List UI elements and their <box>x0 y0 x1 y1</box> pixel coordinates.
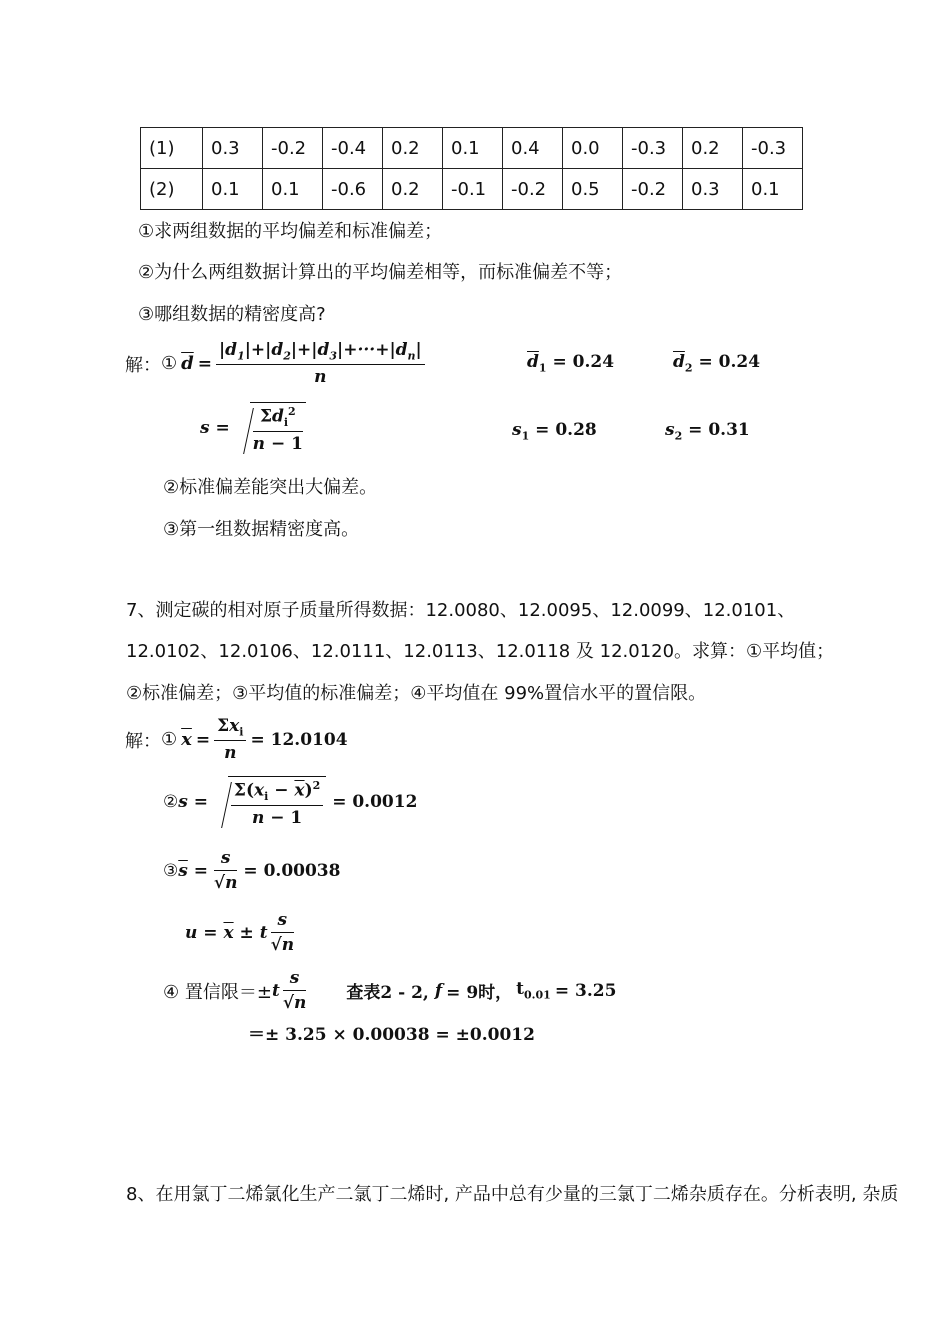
q7-mean-formula: 解： ① $\overline{x}$ = $\frac{\Sigma x_i}{n}$ = 12.0104 <box>125 716 348 764</box>
table-cell: 0.1 <box>743 169 803 210</box>
table-cell: 0.1 <box>443 128 503 169</box>
q6-answer2: ②标准偏差能突出大偏差。 <box>163 477 378 498</box>
q7-std-formula: ② s = $\frac{\Sigma(x_i - \overline{x})^2}{n - 1}$ = 0.0012 <box>163 776 417 828</box>
q6-mean-deviation-formula: 解： ① $\overline{d}$ = $\frac{|d_1|+|d_2|+|d_3|+\cdot\cdot\cdot+|d_n|}{n}$ <box>125 340 425 387</box>
table-cell: 0.1 <box>263 169 323 210</box>
table-row <box>141 128 803 169</box>
q6-sub1: ①求两组数据的平均偏差和标准偏差； <box>138 221 443 242</box>
d2-result: $\overline{d}_2 = 0.24$ <box>673 352 761 375</box>
table-cell: -0.2 <box>503 169 563 210</box>
data-table <box>140 127 803 210</box>
q6-std-formula: s = $\frac{\Sigma d_i^2}{n - 1}$ <box>200 402 306 454</box>
q7-std-mean-formula: ③ $\overline{s}$ = $\frac{s}{√n}$ = 0.00038 <box>163 848 341 893</box>
q7-confidence-result: ＝± 3.25 × 0.00038 = ±0.0012 <box>248 1025 535 1045</box>
table-cell: 0.3 <box>683 169 743 210</box>
table-cell: 0.2 <box>683 128 743 169</box>
q6-sub2: ②为什么两组数据计算出的平均偏差相等，而标准偏差不等； <box>138 262 623 283</box>
table-cell: -0.1 <box>443 169 503 210</box>
s1-result: $s_1 = 0.28$ <box>512 420 597 443</box>
table-cell: -0.3 <box>623 128 683 169</box>
d1-result: $\overline{d}_1 = 0.24$ <box>527 352 615 375</box>
q7-line3: ②标准偏差；③平均值的标准偏差；④平均值在 99%置信水平的置信限。 <box>126 683 707 704</box>
table-cell: 0.2 <box>383 169 443 210</box>
table-cell: -0.6 <box>323 169 383 210</box>
table-cell: 0.5 <box>563 169 623 210</box>
table-cell: -0.3 <box>743 128 803 169</box>
table-cell: 0.0 <box>563 128 623 169</box>
q6-answer3: ③第一组数据精密度高。 <box>163 519 360 540</box>
q7-line1: 7、测定碳的相对原子质量所得数据：12.0080、12.0095、12.0099、12.0101、 <box>126 600 796 621</box>
q7-line2: 12.0102、12.0106、12.0111、12.0113、12.0118 及 12.0120。求算：①平均值； <box>126 641 835 662</box>
table-cell: 0.2 <box>383 128 443 169</box>
row-label: (1) <box>141 128 203 169</box>
table-cell: -0.4 <box>323 128 383 169</box>
q7-confidence-limit: ④ 置信限＝± t $\frac{s}{√n}$ 查表2 - 2, f = 9时， $t_{0.01}$ = 3.25 <box>163 968 617 1013</box>
table-cell: 0.4 <box>503 128 563 169</box>
q6-sub3: ③哪组数据的精密度高? <box>138 304 326 325</box>
q8-line1: 8、在用氯丁二烯氯化生产二氯丁二烯时, 产品中总有少量的三氯丁二烯杂质存在。分析表明, 杂质 <box>126 1184 899 1205</box>
table-cell: 0.3 <box>203 128 263 169</box>
table-cell: -0.2 <box>263 128 323 169</box>
table-cell: -0.2 <box>623 169 683 210</box>
table-row <box>141 169 803 210</box>
s2-result: $s_2 = 0.31$ <box>665 420 750 443</box>
q7-confidence-formula: u = $\overline{x}$ ± t $\frac{s}{√n}$ <box>185 910 295 955</box>
row-label: (2) <box>141 169 203 210</box>
table-cell: 0.1 <box>203 169 263 210</box>
